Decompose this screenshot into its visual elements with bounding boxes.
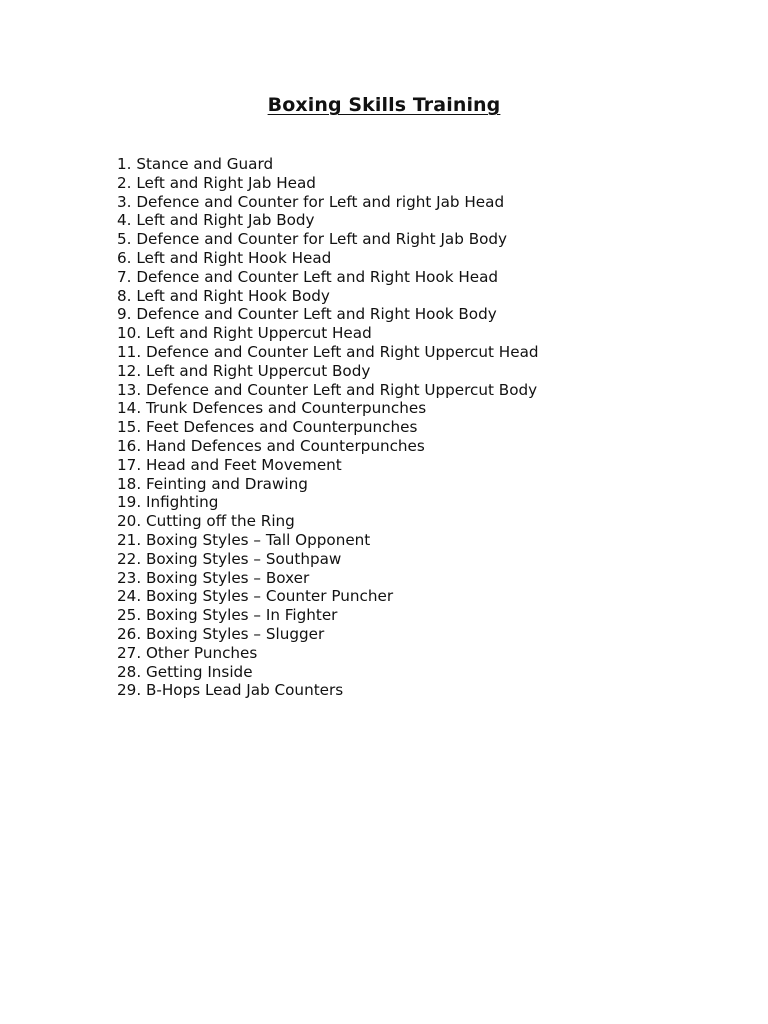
list-item: 18. Feinting and Drawing xyxy=(117,474,308,493)
list-item: 10. Left and Right Uppercut Head xyxy=(117,324,372,343)
list-item: 23. Boxing Styles – Boxer xyxy=(117,568,310,587)
list-item: 25. Boxing Styles – In Fighter xyxy=(117,606,338,625)
list-item: 5. Defence and Counter for Left and Right Jab Body xyxy=(117,230,508,249)
list-item: 2. Left and Right Jab Head xyxy=(117,173,316,192)
list-item: 21. Boxing Styles – Tall Opponent xyxy=(117,530,371,549)
list-item: 1. Stance and Guard xyxy=(117,155,274,173)
list-item: 14. Trunk Defences and Counterpunches xyxy=(117,399,427,418)
list-item: 24. Boxing Styles – Counter Puncher xyxy=(117,587,394,606)
list-item: 26. Boxing Styles – Slugger xyxy=(117,624,325,643)
list-item: 12. Left and Right Uppercut Body xyxy=(117,361,371,380)
list-item: 20. Cutting off the Ring xyxy=(117,512,295,531)
list-item: 16. Hand Defences and Counterpunches xyxy=(117,436,425,455)
list-item: 9. Defence and Counter Left and Right Hook Body xyxy=(117,305,497,324)
list-item: 28. Getting Inside xyxy=(117,662,253,681)
list-item: 13. Defence and Counter Left and Right Uppercut Body xyxy=(117,380,538,399)
list-item: 7. Defence and Counter Left and Right Hook Head xyxy=(117,267,499,286)
list-item: 4. Left and Right Jab Body xyxy=(117,211,315,230)
list-item: 11. Defence and Counter Left and Right Uppercut Head xyxy=(117,342,539,361)
list-item: 6. Left and Right Hook Head xyxy=(117,248,332,267)
list-item: 15. Feet Defences and Counterpunches xyxy=(117,418,418,437)
list-item: 22. Boxing Styles – Southpaw xyxy=(117,549,342,568)
topic-list xyxy=(117,155,737,700)
list-item: 19. Infighting xyxy=(117,493,219,512)
list-item: 8. Left and Right Hook Body xyxy=(117,286,330,305)
list-item: 29. B-Hops Lead Jab Counters xyxy=(117,681,344,700)
list-item: 3. Defence and Counter for Left and right Jab Head xyxy=(117,192,505,211)
list-item: 27. Other Punches xyxy=(117,643,258,662)
document-title: Boxing Skills Training xyxy=(267,94,501,116)
list-item: 17. Head and Feet Movement xyxy=(117,455,342,474)
